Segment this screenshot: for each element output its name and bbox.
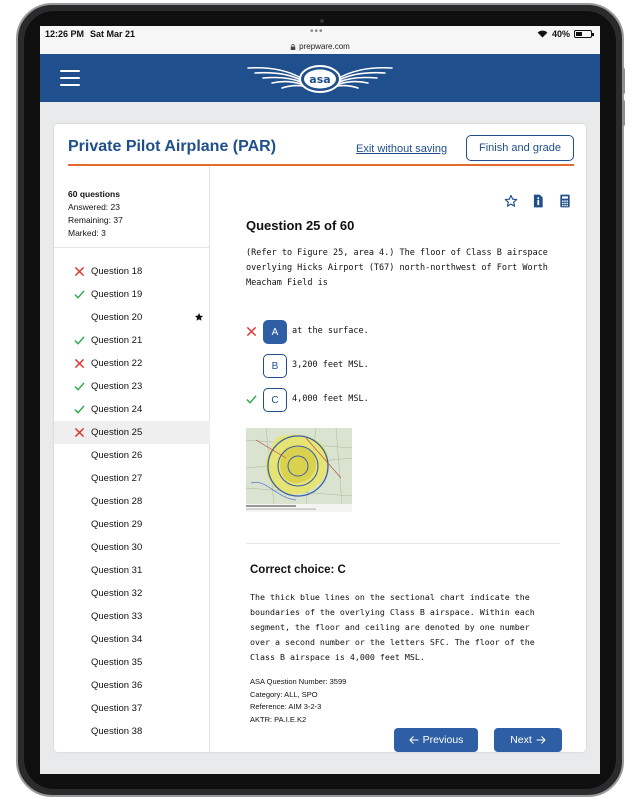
- question-panel: [246, 166, 576, 752]
- sidebar-question-item[interactable]: [54, 467, 210, 490]
- choice-text: 4,000 feet MSL.: [292, 394, 369, 404]
- checkmark-icon: [246, 394, 257, 405]
- sidebar-question-item[interactable]: [54, 375, 210, 398]
- sidebar-question-label: Question 23: [91, 381, 143, 392]
- sidebar-question-label: Question 37: [91, 703, 143, 714]
- sidebar-question-item[interactable]: [54, 352, 210, 375]
- question-text: (Refer to Figure 25, area 4.) The floor of Class B airspace overlying Hicks Airport (T67) north-northwest of Fort Worth Meacham Field is: [246, 248, 548, 288]
- checkmark-icon: [74, 381, 85, 392]
- answer-choice-a[interactable]: [246, 320, 566, 344]
- asa-logo[interactable]: [245, 59, 395, 97]
- sidebar-question-label: Question 27: [91, 473, 143, 484]
- choice-letter[interactable]: B: [263, 354, 287, 378]
- front-camera: [320, 19, 324, 23]
- sidebar-question-item[interactable]: [54, 398, 210, 421]
- choice-text: at the surface.: [292, 326, 369, 336]
- sidebar-question-label: Question 29: [91, 519, 143, 530]
- x-icon: [246, 326, 257, 337]
- info-icon[interactable]: [531, 194, 545, 208]
- sidebar-question-label: Question 35: [91, 657, 143, 668]
- battery-icon: [574, 30, 592, 38]
- exam-card: [54, 124, 586, 752]
- sidebar-question-item[interactable]: [54, 674, 210, 697]
- question-reference: Reference: AIM 3-2-3: [250, 702, 322, 711]
- sidebar-question-item[interactable]: [54, 513, 210, 536]
- sidebar-question-label: Question 20: [91, 312, 143, 323]
- sidebar-question-label: Question 31: [91, 565, 143, 576]
- sidebar-question-label: Question 24: [91, 404, 143, 415]
- next-label: Next: [510, 734, 532, 746]
- sidebar-question-item[interactable]: [54, 421, 210, 444]
- checkmark-icon: [74, 289, 85, 300]
- sidebar-question-label: Question 28: [91, 496, 143, 507]
- choice-letter[interactable]: C: [263, 388, 287, 412]
- asa-question-number: ASA Question Number: 3599: [250, 677, 347, 686]
- sidebar-question-item[interactable]: [54, 329, 210, 352]
- sidebar-question-item[interactable]: [54, 260, 210, 283]
- sidebar-question-item[interactable]: [54, 628, 210, 651]
- question-toolbar: [504, 194, 572, 208]
- page-title: Private Pilot Airplane (PAR): [68, 138, 277, 155]
- question-metadata: [250, 676, 346, 726]
- lock-icon: [290, 44, 296, 50]
- sidebar-question-label: Question 22: [91, 358, 143, 369]
- marked-star-icon: [194, 312, 204, 322]
- sidebar-question-item[interactable]: [54, 582, 210, 605]
- volume-button: [622, 100, 625, 126]
- answer-choice-b[interactable]: [246, 354, 566, 378]
- sidebar-question-item[interactable]: [54, 306, 210, 329]
- answer-divider: [246, 543, 560, 544]
- arrow-left-icon: [409, 736, 419, 744]
- sidebar-question-label: Question 21: [91, 335, 143, 346]
- sidebar-question-item[interactable]: [54, 444, 210, 467]
- sidebar-question-label: Question 36: [91, 680, 143, 691]
- screen: [40, 26, 600, 774]
- previous-button[interactable]: [394, 728, 478, 752]
- sidebar-question-label: Question 33: [91, 611, 143, 622]
- remaining-count: Remaining: 37: [68, 215, 123, 225]
- question-heading: Question 25 of 60: [246, 218, 355, 233]
- sidebar-question-item[interactable]: [54, 559, 210, 582]
- wifi-icon: [537, 30, 548, 38]
- exam-stats: [68, 188, 123, 240]
- svg-text:asa: asa: [309, 73, 331, 86]
- x-icon: [74, 266, 85, 277]
- app-header: [40, 54, 600, 102]
- status-date: Sat Mar 21: [90, 29, 136, 39]
- sidebar-question-item[interactable]: [54, 605, 210, 628]
- status-indicators: [537, 29, 592, 39]
- correct-choice-heading: Correct choice: C: [250, 564, 346, 576]
- sidebar-question-label: Question 26: [91, 450, 143, 461]
- sidebar-divider: [54, 247, 210, 248]
- url-text: prepware.com: [299, 42, 350, 51]
- marked-count: Marked: 3: [68, 228, 106, 238]
- figure-thumbnail[interactable]: [246, 428, 352, 512]
- checkmark-icon: [74, 404, 85, 415]
- sidebar-question-label: Question 32: [91, 588, 143, 599]
- sidebar-question-item[interactable]: [54, 697, 210, 720]
- sidebar-question-item[interactable]: [54, 720, 210, 743]
- sidebar-question-item[interactable]: [54, 651, 210, 674]
- arrow-right-icon: [536, 736, 546, 744]
- sidebar-question-label: Question 38: [91, 726, 143, 737]
- previous-label: Previous: [422, 734, 464, 746]
- sidebar-question-item[interactable]: [54, 490, 210, 513]
- volume-button: [622, 68, 625, 94]
- star-icon[interactable]: [504, 194, 518, 208]
- choice-text: 3,200 feet MSL.: [292, 360, 369, 370]
- menu-icon[interactable]: [60, 70, 80, 86]
- question-aktr: AKTR: PA.I.E.K2: [250, 714, 307, 724]
- finish-and-grade-button[interactable]: Finish and grade: [466, 135, 574, 161]
- answer-choice-c[interactable]: [246, 388, 566, 412]
- next-button[interactable]: [494, 728, 562, 752]
- answer-explanation: The thick blue lines on the sectional chart indicate the boundaries of the overlying Class B airspace. Within each segment, the floor and ceiling are denoted by one number over a second number or the letters SFC. The floor of the Class B airspace is 4,000 feet MSL.: [250, 592, 535, 662]
- sidebar-question-item[interactable]: [54, 536, 210, 559]
- sidebar-question-item[interactable]: [54, 283, 210, 306]
- status-bar: [40, 26, 600, 54]
- choice-letter[interactable]: A: [263, 320, 287, 344]
- answered-count: Answered: 23: [68, 202, 120, 212]
- multitasking-dots-icon[interactable]: •••: [310, 26, 324, 37]
- status-time: 12:26 PM: [45, 29, 85, 39]
- exit-without-saving-link[interactable]: Exit without saving: [356, 143, 448, 155]
- x-icon: [74, 427, 85, 438]
- sidebar-question-label: Question 18: [91, 266, 143, 277]
- question-count: 60 questions: [68, 189, 120, 199]
- battery-percent: 40%: [551, 29, 570, 39]
- sidebar-question-label: Question 30: [91, 542, 143, 553]
- question-sidebar: [54, 166, 210, 752]
- address-bar[interactable]: [40, 42, 600, 51]
- x-icon: [74, 358, 85, 369]
- question-list: [54, 260, 210, 743]
- checkmark-icon: [74, 335, 85, 346]
- sidebar-question-label: Question 25: [91, 427, 143, 438]
- sidebar-question-label: Question 34: [91, 634, 143, 645]
- sidebar-question-label: Question 19: [91, 289, 143, 300]
- question-category: Category: ALL, SPO: [250, 689, 318, 699]
- calculator-icon[interactable]: [558, 194, 572, 208]
